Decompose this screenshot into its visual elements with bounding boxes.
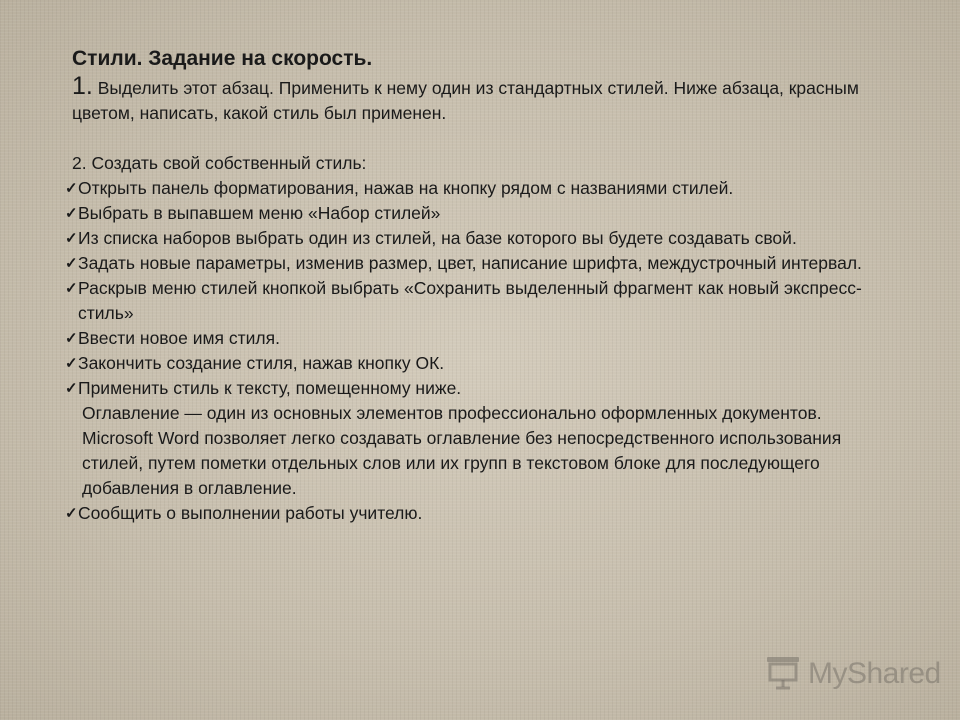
spacer [72, 126, 892, 151]
list-item [65, 226, 892, 251]
task-1-paragraph [72, 74, 892, 126]
list-item-text: Раскрыв меню стилей кнопкой выбрать «Сохранить выделенный фрагмент как новый экспресс-стиль» [78, 278, 862, 323]
list-item-text: Закончить создание стиля, нажав кнопку ОК. [78, 353, 445, 373]
list-item [65, 376, 892, 401]
check-mark-icon: ✓ [65, 205, 78, 222]
list-item [65, 276, 892, 326]
list-item-text: Применить стиль к тексту, помещенному ниже. [78, 378, 462, 398]
list-item [65, 501, 892, 526]
sample-paragraph: Оглавление — один из основных элементов профессионально оформленных документов. Microsoft Word позволяет легко создавать оглавление без непосредственного использования стилей, путем пометки отдельных слов или их групп в текстовом блоке для последующего добавления в оглавление. [82, 403, 842, 498]
slide-title: Стили. Задание на скорость. [72, 47, 373, 70]
check-mark-icon: ✓ [65, 280, 78, 297]
list-item-text: Задать новые параметры, изменив размер, цвет, написание шрифта, междустрочный интервал. [78, 253, 862, 273]
task-1-text: Выделить этот абзац. Применить к нему один из стандартных стилей. Ниже абзаца, красным цветом, написать, какой стиль был применен. [72, 78, 859, 123]
list-item [65, 176, 892, 201]
list-item [65, 351, 892, 376]
check-mark-icon: ✓ [65, 255, 78, 272]
slide-content [65, 44, 892, 526]
check-mark-icon: ✓ [65, 380, 78, 397]
task-1-number: 1. [72, 72, 93, 100]
check-mark-icon: ✓ [65, 505, 78, 522]
list-item-text: Из списка наборов выбрать один из стилей, на базе которого вы будете создавать свой. [78, 228, 797, 248]
list-item [65, 251, 892, 276]
watermark-text: MyShared [808, 657, 941, 690]
list-item-text: Выбрать в выпавшем меню «Набор стилей» [78, 203, 441, 223]
check-mark-icon: ✓ [65, 180, 78, 197]
task-2-heading: 2. Создать свой собственный стиль: [72, 153, 367, 173]
watermark-logo [764, 654, 941, 694]
check-mark-icon: ✓ [65, 230, 78, 247]
list-item-text: Сообщить о выполнении работы учителю. [78, 503, 423, 523]
check-mark-icon: ✓ [65, 355, 78, 372]
list-item-text: Открыть панель форматирования, нажав на кнопку рядом с названиями стилей. [78, 178, 734, 198]
list-item [65, 326, 892, 351]
projector-screen-icon [764, 654, 802, 695]
list-item [65, 201, 892, 226]
check-mark-icon: ✓ [65, 330, 78, 347]
list-item-text: Ввести новое имя стиля. [78, 328, 280, 348]
